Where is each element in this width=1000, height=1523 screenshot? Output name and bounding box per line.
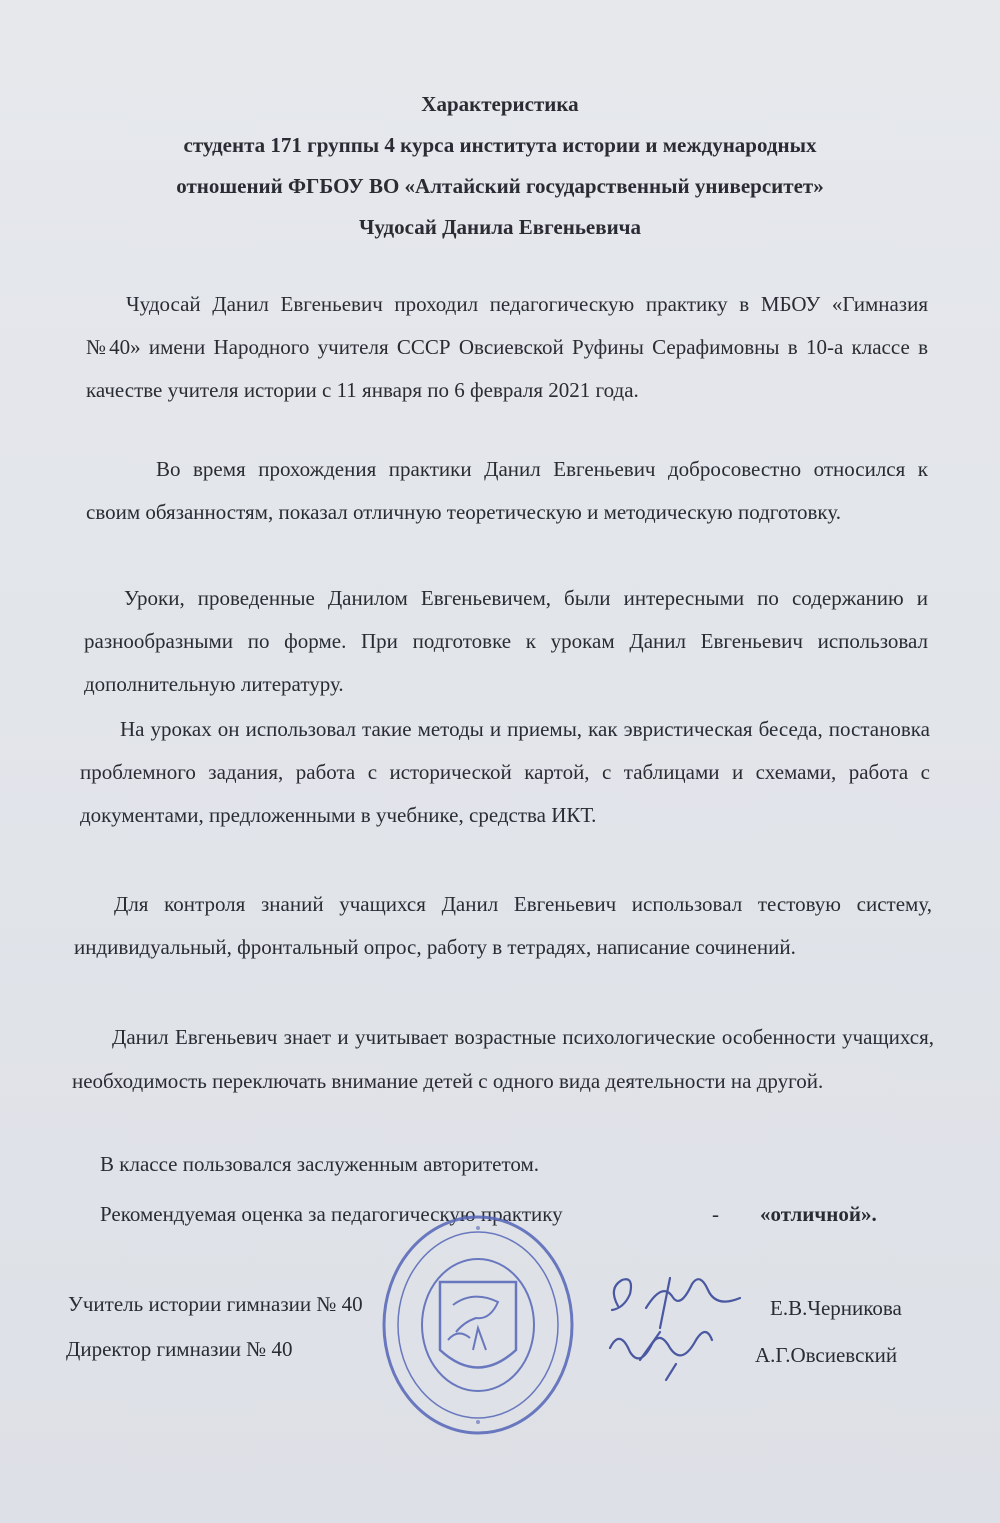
subtitle-line-1: студента 171 группы 4 курса института истории и международных [183,133,817,157]
document-heading [60,84,940,248]
recommendation-grade: «отличной». [760,1202,877,1226]
paragraph-control: Для контроля знаний учащихся Данил Евгеньевич использовал тестовую систему, индивидуальный, фронтальный опрос, работу в тетрадях, написание сочинений. [74,892,932,959]
paragraph-methods: На уроках он использовал такие методы и приемы, как эвристическая беседа, постановка проблемного задания, работа с исторической картой, с таблицами и схемами, работа с документами, предложенными в учебнике, средства ИКТ. [80,717,930,827]
signer-name-director: А.Г.Овсиевский [755,1343,898,1367]
paragraph-psychology: Данил Евгеньевич знает и учитывает возрастные психологические особенности учащихся, необходимость переключать внимание детей с одного вида деятельности на другой. [72,1025,934,1093]
subtitle-line-2: отношений ФГБОУ ВО «Алтайский государственный университет» [176,174,824,198]
paragraph-authority: В классе пользовался заслуженным авторитетом. [100,1152,539,1176]
student-name: Чудосай Данила Евгеньевича [358,215,642,239]
paragraph-practice-info: Чудосай Данил Евгеньевич проходил педагогическую практику в МБОУ «Гимназия №40» имени Народного учителя СССР Овсиевской Руфины Серафимовны в 10-а классе в качестве учителя истории с 11 января по 6 февраля 2021 года. [86,292,928,402]
handwritten-signatures-icon [600,1268,750,1388]
recommendation-label: Рекомендуемая оценка за педагогическую практику [100,1202,563,1226]
official-stamp-icon [378,1210,578,1440]
recommendation-dash: - [712,1202,719,1226]
paragraph-attitude: Во время прохождения практики Данил Евгеньевич добросовестно относился к своим обязанностям, показал отличную теоретическую и методическую подготовку. [86,457,928,524]
signer-name-teacher: Е.В.Черникова [770,1296,902,1320]
signer-position-director: Директор гимназии № 40 [66,1337,293,1361]
paragraph-lessons: Уроки, проведенные Данилом Евгеньевичем, были интересными по содержанию и разнообразными по форме. При подготовке к урокам Данил Евгеньевич использовал дополнительную литературу. [84,586,928,696]
document-title: Характеристика [421,92,579,116]
signer-position-teacher: Учитель истории гимназии № 40 [68,1292,363,1316]
